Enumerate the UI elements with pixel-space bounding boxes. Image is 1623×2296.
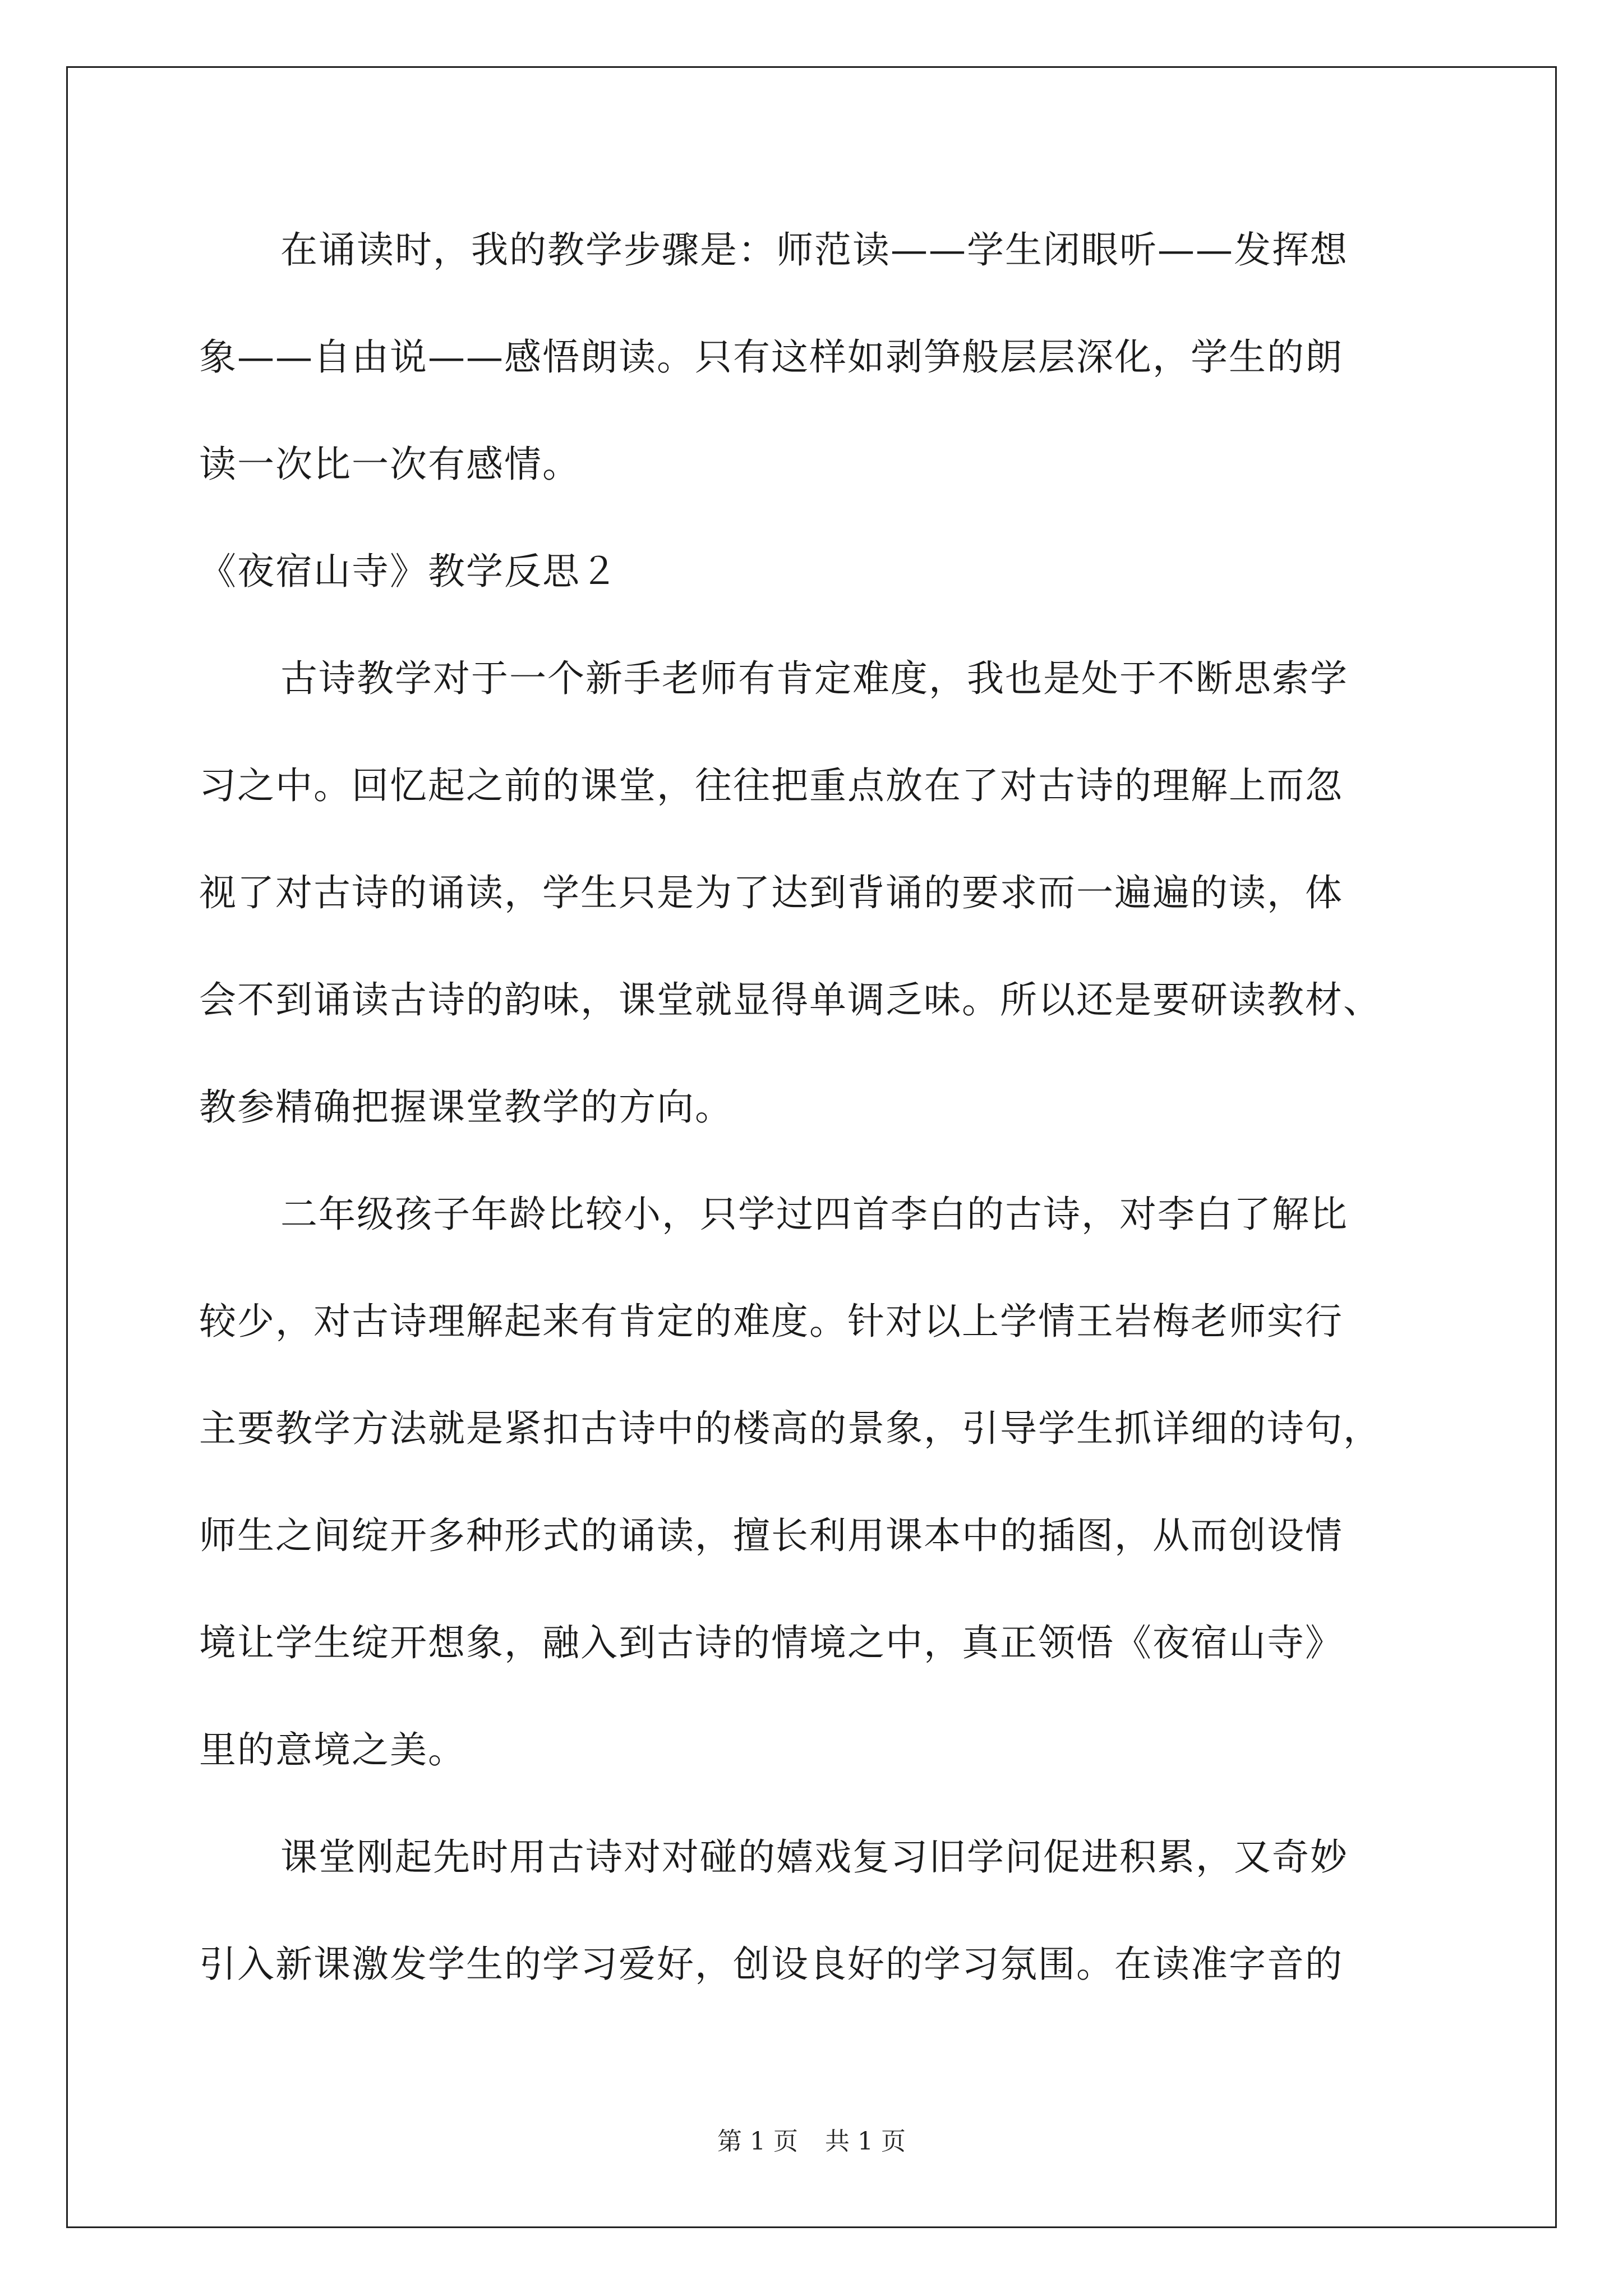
paragraph-1-line-3: 读一次比一次有感情。 [199, 443, 580, 486]
paragraph-2-line-1: 古诗教学对于一个新手老师有肯定难度，我也是处于不断思索学 [280, 657, 1348, 700]
paragraph-3-line-5: 境让学生绽开想象，融入到古诗的情境之中，真正领悟《夜宿山寺》 [199, 1621, 1343, 1664]
page-footer [0, 2126, 1623, 2157]
paragraph-2-line-5: 教参精确把握课堂教学的方向。 [199, 1085, 733, 1129]
page-total: 共 1 页 [825, 2127, 906, 2156]
paragraph-1-line-2: 象——自由说——感悟朗读。只有这样如剥笋般层层深化，学生的朗 [199, 335, 1343, 379]
paragraph-2-line-4: 会不到诵读古诗的韵味，课堂就显得单调乏味。所以还是要研读教材、 [199, 978, 1381, 1022]
paragraph-3-line-1: 二年级孩子年龄比较小，只学过四首李白的古诗，对李白了解比 [280, 1193, 1348, 1236]
paragraph-1-line-1: 在诵读时，我的教学步骤是：师范读——学生闭眼听——发挥想 [280, 228, 1348, 272]
paragraph-3-line-3: 主要教学方法就是紧扣古诗中的楼高的景象，引导学生抓详细的诗句， [199, 1407, 1381, 1450]
paragraph-4-line-2: 引入新课激发学生的学习爱好，创设良好的学习氛围。在读准字音的 [199, 1943, 1343, 1986]
paragraph-4-line-1: 课堂刚起先时用古诗对对碰的嬉戏复习旧学问促进积累，又奇妙 [280, 1835, 1348, 1879]
section-heading: 《夜宿山寺》教学反思２ [199, 550, 619, 593]
paragraph-3-line-2: 较少，对古诗理解起来有肯定的难度。针对以上学情王岩梅老师实行 [199, 1300, 1343, 1343]
paragraph-3-line-4: 师生之间绽开多种形式的诵读，擅长利用课本中的插图，从而创设情 [199, 1514, 1343, 1557]
paragraph-3-line-6: 里的意境之美。 [199, 1728, 466, 1772]
page-number: 第 1 页 [717, 2127, 798, 2156]
paragraph-2-line-2: 习之中。回忆起之前的课堂，往往把重点放在了对古诗的理解上而忽 [199, 764, 1343, 807]
paragraph-2-line-3: 视了对古诗的诵读，学生只是为了达到背诵的要求而一遍遍的读，体 [199, 871, 1343, 914]
